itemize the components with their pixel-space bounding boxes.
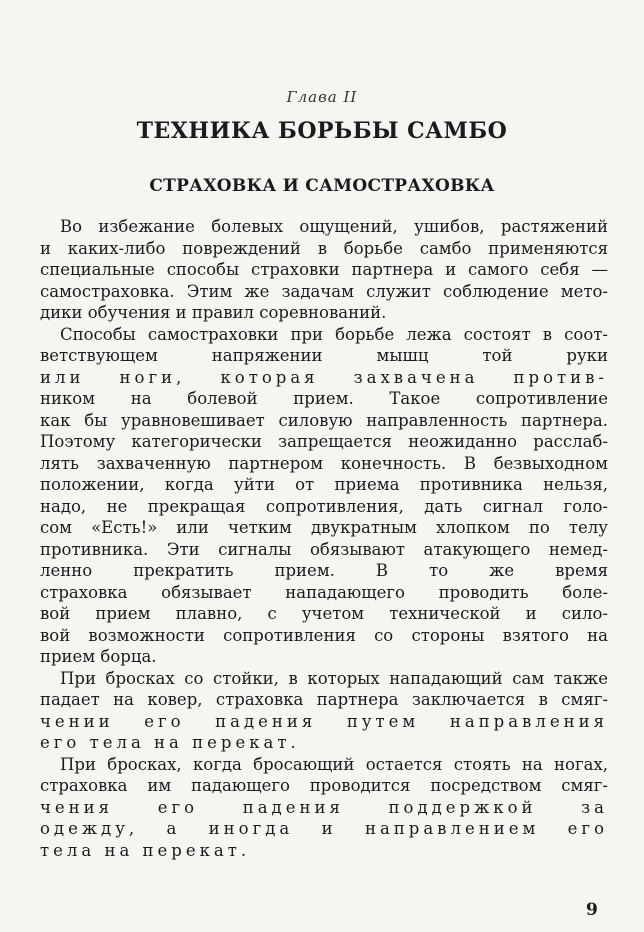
text-line: страховка обязывает нападающего проводить боле- bbox=[40, 582, 608, 602]
text-line: ленно прекратить прием. В то же время bbox=[40, 561, 608, 580]
text-line: дики обучения и правил соревнований. bbox=[40, 303, 387, 322]
text-line: или ноги, которая захвачена против- bbox=[40, 367, 608, 387]
text-line: специальные способы страховки партнера и самого себя — bbox=[40, 260, 608, 279]
text-line: его тела на перекат. bbox=[40, 733, 300, 752]
text-line: тела на перекат. bbox=[40, 840, 251, 860]
text-line: самостраховка. Этим же задачам служит соблюдение мето- bbox=[40, 281, 608, 301]
text-line: надо, не прекращая сопротивления, дать сигнал голо- bbox=[40, 496, 608, 516]
text-line: одежду, а иногда и направлением его bbox=[40, 819, 608, 838]
text-line: противника. Эти сигналы обязывают атакующего немед- bbox=[40, 539, 608, 559]
text-line: При бросках со стойки, в которых нападающий сам также bbox=[60, 668, 608, 688]
chapter-label: Глава II bbox=[286, 88, 358, 106]
text-line: При бросках, когда бросающий остается стоять на ногах, bbox=[60, 754, 608, 774]
text-line: чении его падения путем направления bbox=[40, 711, 608, 731]
text-line: страховка им падающего проводится посредством смяг- bbox=[40, 776, 608, 795]
chapter-title: ТЕХНИКА БОРЬБЫ САМБО bbox=[136, 118, 508, 144]
text-line: вой прием плавно, с учетом технической и сило- bbox=[40, 604, 608, 623]
text-line: падает на ковер, страховка партнера заключается в смяг- bbox=[40, 690, 608, 709]
section-title: СТРАХОВКА И САМОСТРАХОВКА bbox=[149, 176, 495, 196]
text-line: лять захваченную партнером конечность. В безвыходном bbox=[40, 453, 608, 473]
text-line: Способы самостраховки при борьбе лежа состоят в соот- bbox=[60, 324, 608, 344]
page-number: 9 bbox=[586, 900, 598, 920]
text-line: Во избежание болевых ощущений, ушибов, растяжений bbox=[60, 217, 608, 236]
body-text bbox=[40, 216, 608, 861]
text-line: и каких-либо повреждений в борьбе самбо применяются bbox=[40, 238, 608, 258]
text-line: чения его падения поддержкой за bbox=[40, 797, 608, 817]
text-line: прием борца. bbox=[40, 647, 157, 666]
text-line: сом «Есть!» или четким двукратным хлопком по телу bbox=[40, 518, 608, 537]
text-line: вой возможности сопротивления со стороны взятого на bbox=[40, 625, 608, 645]
text-line: ветствующем напряжении мышц той руки bbox=[40, 346, 608, 365]
text-line: ником на болевой прием. Такое сопротивление bbox=[40, 389, 608, 408]
text-line: как бы уравновешивает силовую направленность партнера. bbox=[40, 410, 608, 430]
text-line: положении, когда уйти от приема противника нельзя, bbox=[40, 475, 608, 494]
text-line: Поэтому категорически запрещается неожиданно расслаб- bbox=[40, 432, 608, 451]
